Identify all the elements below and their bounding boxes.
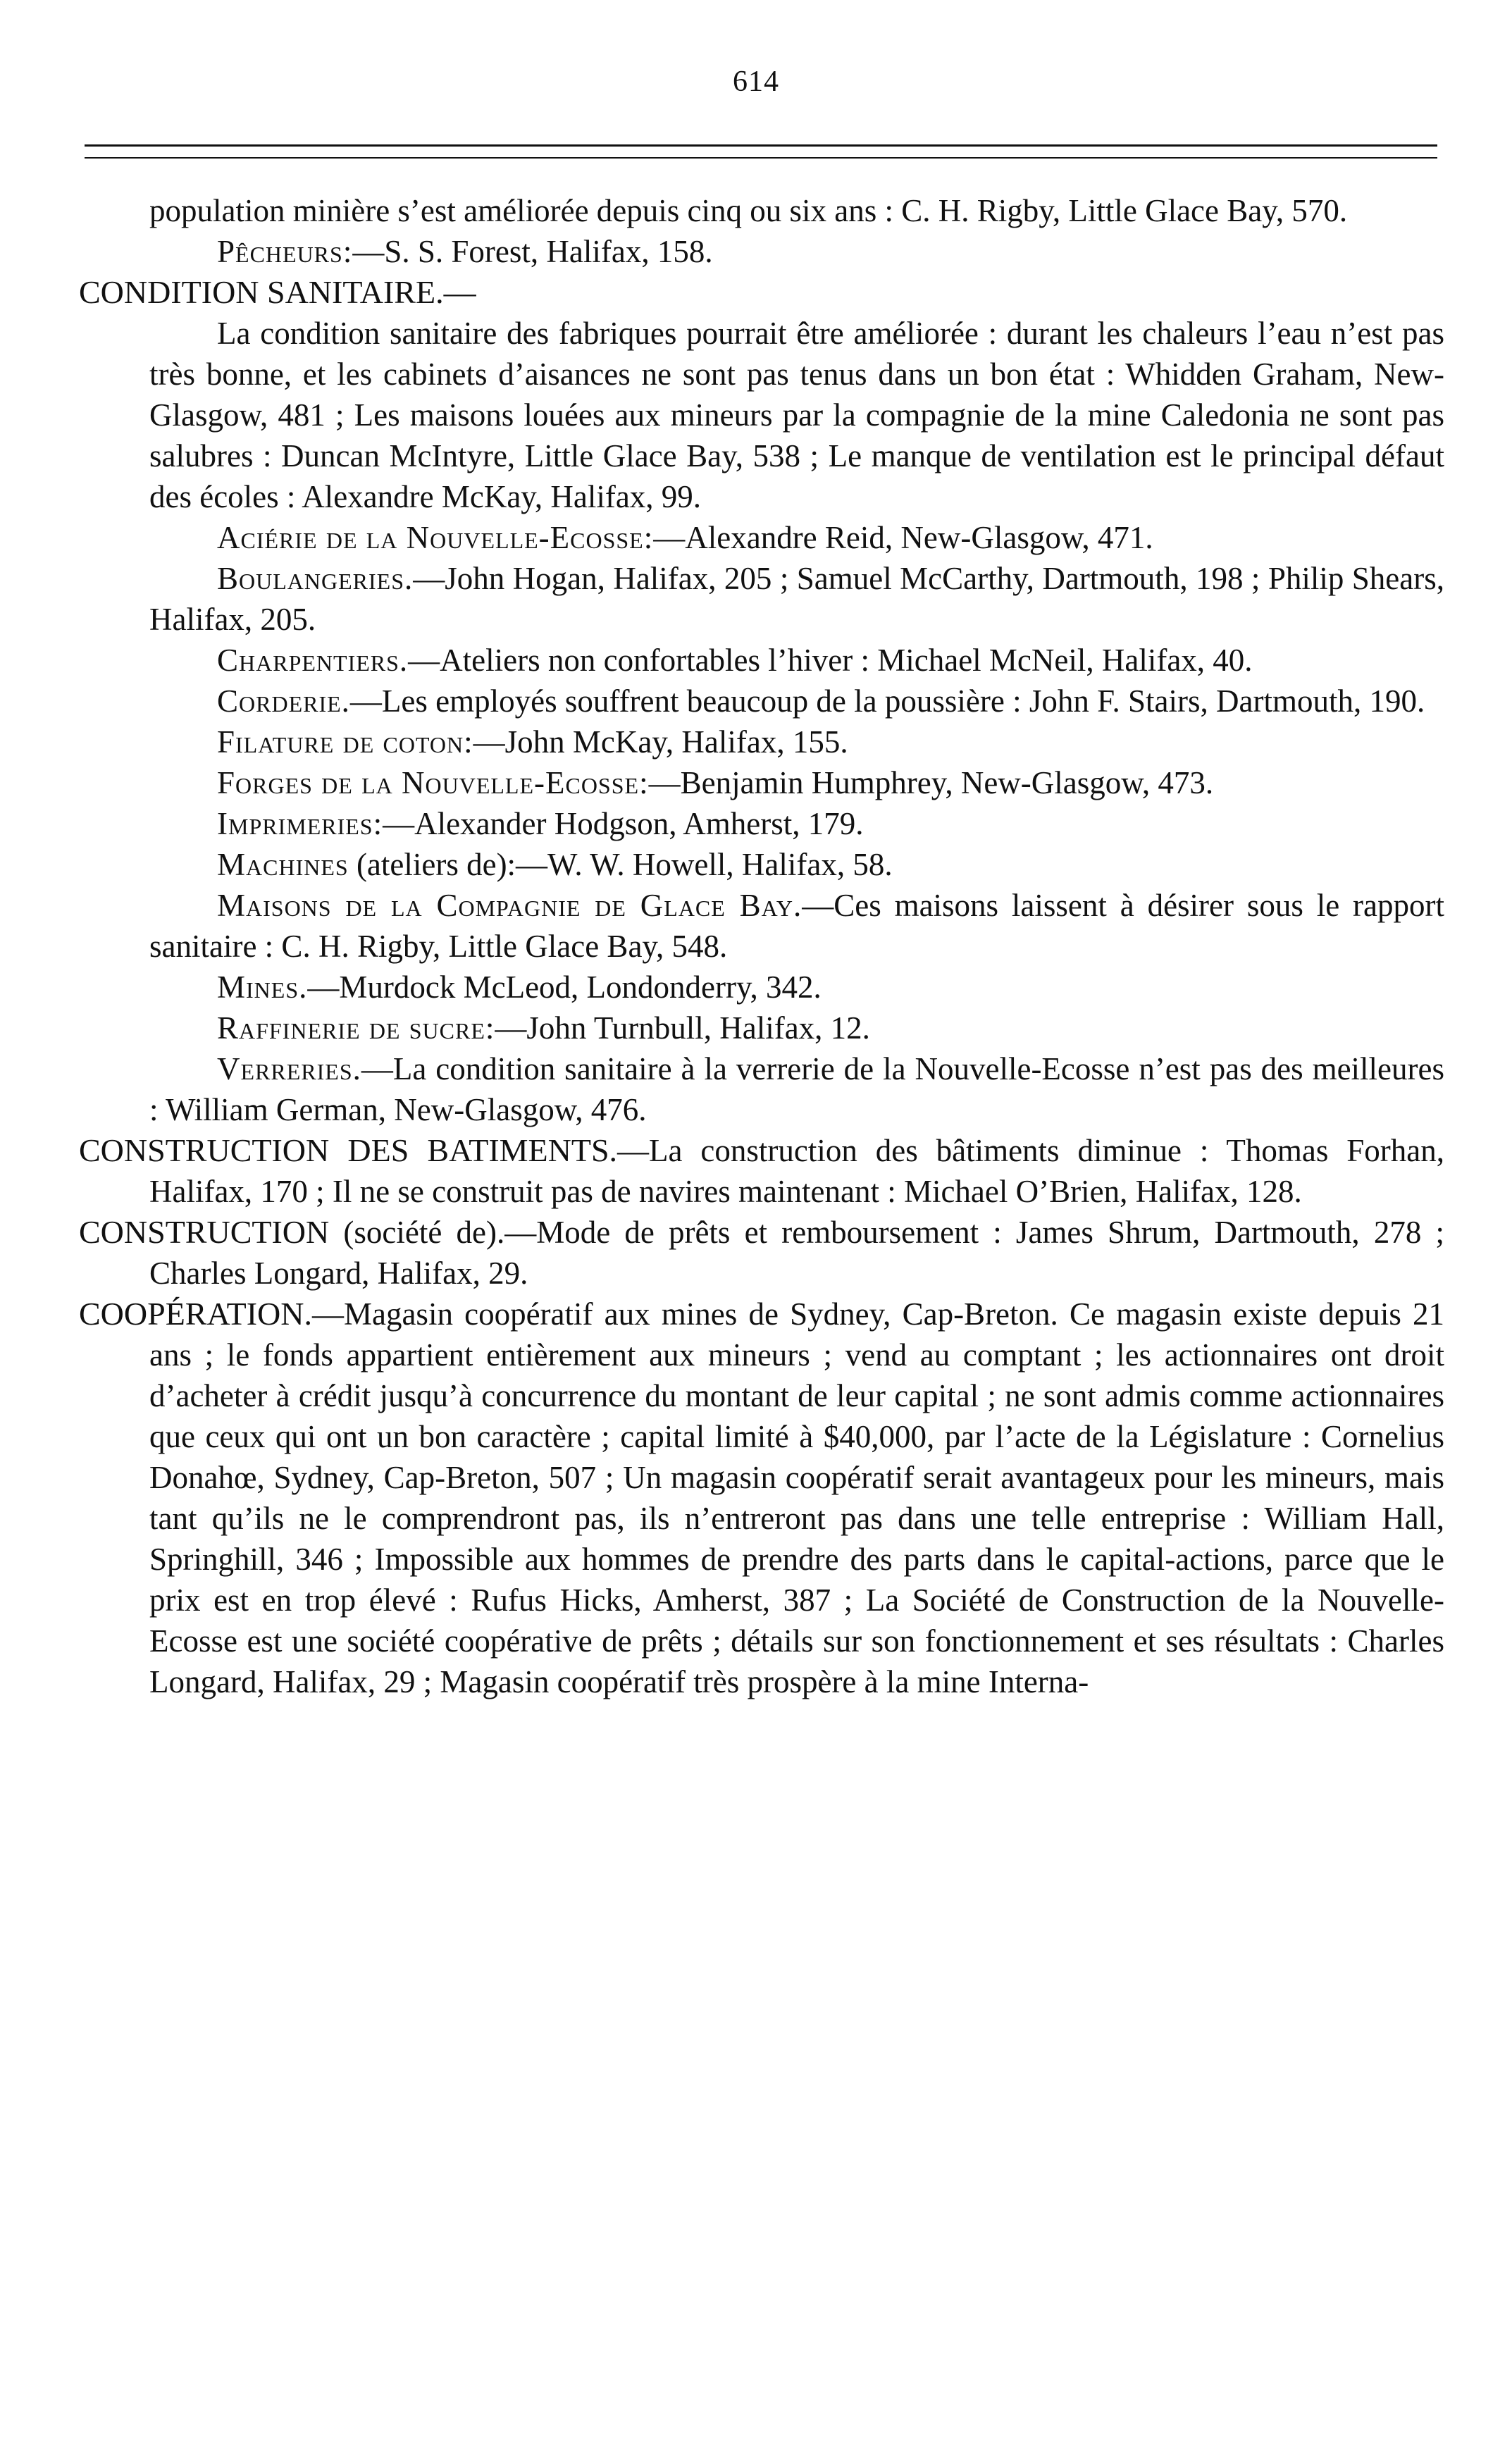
entry-text: —Les employés souffrent beaucoup de la poussière : John F. Stairs, Dartmouth, 190.: [349, 683, 1425, 719]
entry-label: Maisons de la Compagnie de Glace Bay.: [217, 888, 803, 923]
entry-text: (ateliers de):—W. W. Howell, Halifax, 58.: [348, 847, 893, 882]
entry-text: —La condition sanitaire à la verrerie de la Nouvelle-Ecosse n’est pas des meilleures : William German, New-Glasgow, 476.: [149, 1051, 1444, 1127]
entry-label: Forges de la Nouvelle-Ecosse:: [217, 765, 649, 800]
entry-label: Boulangeries.: [217, 561, 414, 596]
entry-text: —John McKay, Halifax, 155.: [473, 724, 848, 760]
section-heading-condition-sanitaire: CONDITION SANITAIRE.—: [79, 274, 476, 310]
page-number: 614: [733, 66, 779, 98]
entry-text: —La construction des bâtiments diminue : Thomas Forhan, Halifax, 170 ; Il ne se construit pas de navires maintenant : Michael O’Brien, Halifax, 128.: [149, 1133, 1444, 1209]
entry-boulangeries: [70, 558, 1444, 640]
entry-heading: CONSTRUCTION DES BATIMENTS.: [79, 1132, 618, 1168]
entry-label: Filature de coton:: [217, 724, 473, 760]
entry-construction-societe: [70, 1212, 1444, 1294]
entry-label: Verreries.: [217, 1051, 361, 1086]
entry-text: —Murdock McLeod, Londonderry, 342.: [307, 969, 822, 1005]
entry-filature: [70, 721, 1444, 762]
header-rule-top: [85, 144, 1437, 147]
entry-machines: [70, 844, 1444, 885]
entry-corderie: [70, 681, 1444, 721]
entry-text: —Alexandre Reid, New-Glasgow, 471.: [653, 520, 1153, 555]
entry-mines: [70, 967, 1444, 1008]
entry-label: Pêcheurs:: [217, 234, 353, 269]
entry-charpentiers: [70, 640, 1444, 681]
entry-text: —Benjamin Humphrey, New-Glasgow, 473.: [648, 765, 1214, 800]
page-body: [70, 190, 1444, 2447]
entry-text: —Ateliers non confortables l’hiver : Michael McNeil, Halifax, 40.: [408, 643, 1253, 678]
entry-imprimeries: [70, 803, 1444, 844]
entry-label: Aciérie de la Nouvelle-Ecosse:: [217, 520, 654, 555]
entry-text: —Alexander Hodgson, Amherst, 179.: [383, 806, 864, 841]
entry-text: —John Hogan, Halifax, 205 ; Samuel McCarthy, Dartmouth, 198 ; Philip Shears, Halifax, 205.: [149, 561, 1444, 637]
entry-text: (société de).—Mode de prêts et remboursement : James Shrum, Dartmouth, 278 ; Charles Longard, Halifax, 29.: [149, 1215, 1444, 1291]
paragraph-continuation: population minière s’est améliorée depuis cinq ou six ans : C. H. Rigby, Little Glace Bay, 570.: [149, 193, 1348, 228]
entry-pecheurs: [70, 231, 1444, 272]
entry-acierie: [70, 517, 1444, 558]
entry-forges: [70, 762, 1444, 803]
entry-cooperation: [70, 1294, 1444, 1702]
entry-heading: COOPÉRATION.: [79, 1296, 312, 1332]
entry-label: Charpentiers.: [217, 643, 409, 678]
entry-raffinerie: [70, 1008, 1444, 1048]
sanitaire-intro: La condition sanitaire des fabriques pourrait être améliorée : durant les chaleurs l’eau n’est pas très bonne, et les cabinets d’aisances ne sont pas tenus dans un bon état : Whidden Graham, New-Glasgow, 481 ; Les maisons louées aux mineurs par la compagnie de la mine Caledonia ne sont pas salubres : Duncan McIntyre, Little Glace Bay, 538 ; Le manque de ventilation est le principal défaut des écoles : Alexandre McKay, Halifax, 99.: [149, 316, 1444, 514]
entry-text: —Ces maisons laissent à désirer sous le rapport sanitaire : C. H. Rigby, Little Glace Bay, 548.: [149, 888, 1444, 964]
entry-text: —Magasin coopératif aux mines de Sydney, Cap-Breton. Ce magasin existe depuis 21 ans ; le fonds appartient entièrement aux mineurs ; vend au comptant ; les actionnaires ont droit d’acheter à crédit jusqu’à concurrence du montant de leur capital ; ne sont admis comme actionnaires que ceux qui ont un bon caractère ; capital limité à $40,000, par l’acte de la Législature : Cornelius Donahœ, Sydney, Cap-Breton, 507 ; Un magasin coopératif serait avantageux pour les mineurs, mais tant qu’ils ne le comprendront pas, ils n’entreront pas dans une telle entreprise : William Hall, Springhill, 346 ; Impossible aux hommes de prendre des parts dans le capital-actions, parce que le prix est en trop élevé : Rufus Hicks, Amherst, 387 ; La Société de Construction de la Nouvelle-Ecosse est une société coopérative de prêts ; détails sur son fonctionnement et ses résultats : Charles Longard, Halifax, 29 ; Magasin coopératif très prospère à la mine Interna-: [149, 1296, 1444, 1699]
entry-heading: CONSTRUCTION: [79, 1214, 330, 1250]
entry-text: —S. S. Forest, Halifax, 158.: [352, 234, 713, 269]
header-rule-bottom: [85, 157, 1437, 159]
entry-label: Imprimeries:: [217, 806, 383, 841]
entry-maisons: [70, 885, 1444, 967]
entry-verreries: [70, 1048, 1444, 1130]
entry-construction-batiments: [70, 1130, 1444, 1212]
entry-label: Mines.: [217, 969, 308, 1005]
entry-label: Corderie.: [217, 683, 350, 719]
entry-label: Machines: [217, 847, 349, 882]
entry-label: Raffinerie de sucre:: [217, 1010, 495, 1046]
entry-text: —John Turnbull, Halifax, 12.: [495, 1010, 870, 1046]
